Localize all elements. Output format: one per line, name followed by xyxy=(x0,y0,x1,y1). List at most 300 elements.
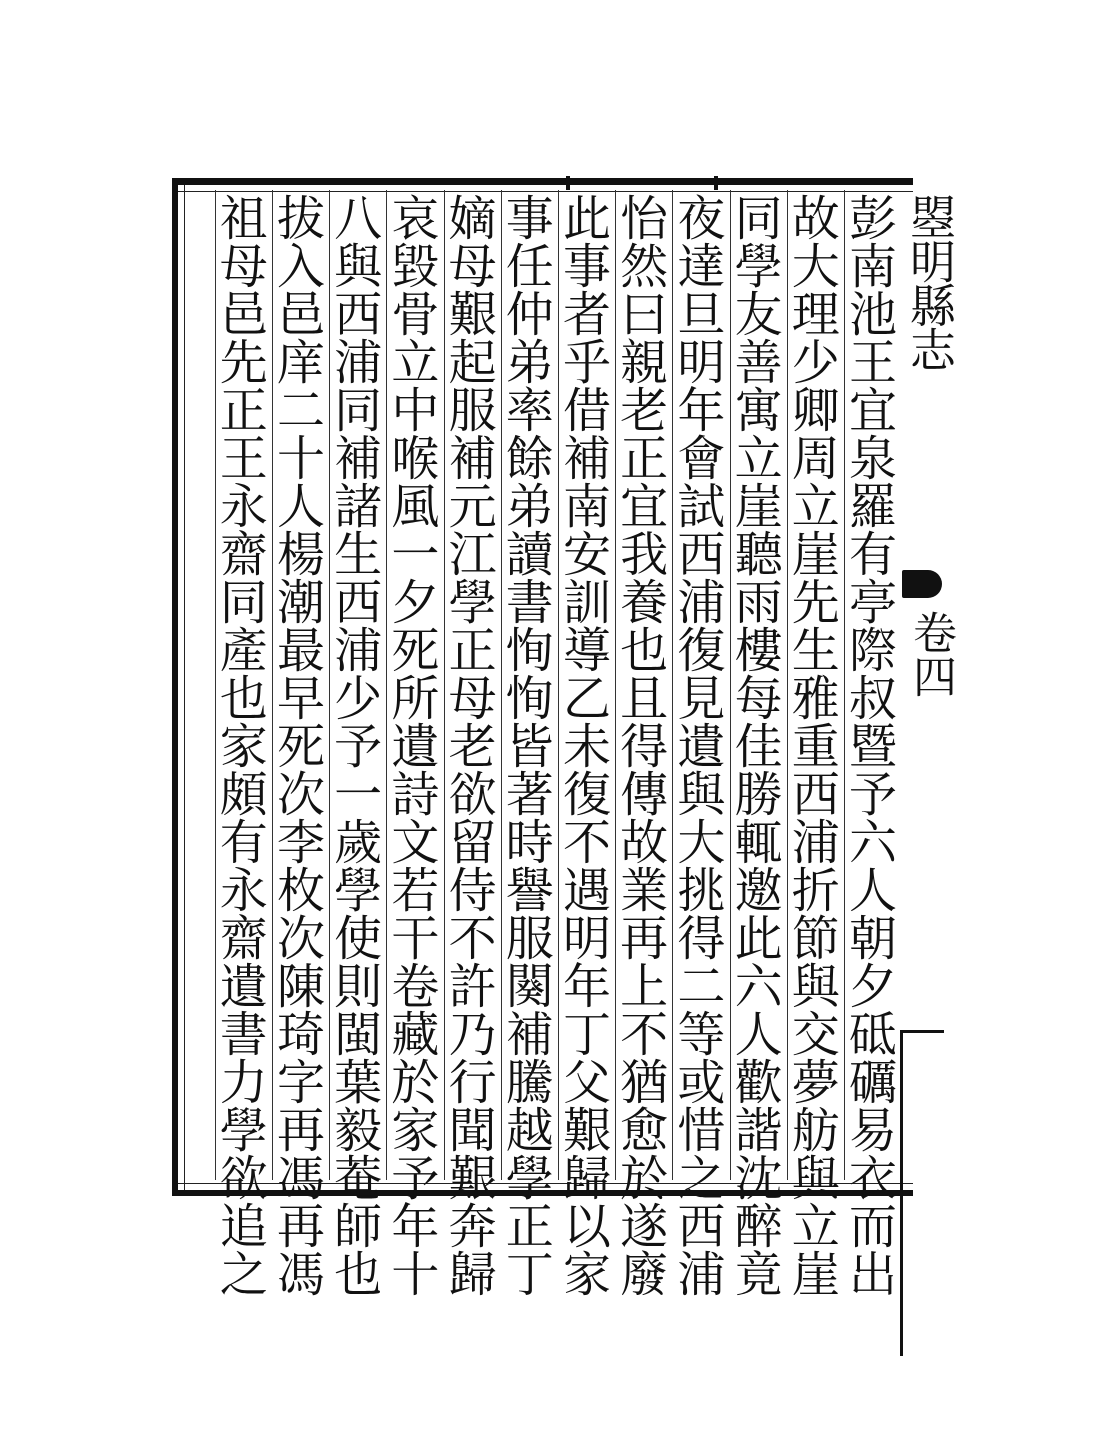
character: 業 xyxy=(620,863,669,919)
character: 砥 xyxy=(848,1007,897,1063)
character: 邀 xyxy=(734,863,783,919)
character: 借 xyxy=(562,383,611,439)
column-rule xyxy=(386,190,387,1180)
character: 善 xyxy=(734,335,783,391)
character: 聞 xyxy=(448,1103,497,1159)
character: 暨 xyxy=(848,719,897,775)
character: 親 xyxy=(620,335,669,391)
character: 闋 xyxy=(505,959,554,1015)
character: 宜 xyxy=(620,479,669,535)
character: 雨 xyxy=(734,575,783,631)
character: 予 xyxy=(391,1151,440,1207)
character: 葉 xyxy=(334,1055,383,1111)
character: 齋 xyxy=(219,911,268,967)
character: 馮 xyxy=(276,1151,325,1207)
character: 沈 xyxy=(734,1151,783,1207)
character: 衣 xyxy=(848,1151,897,1207)
character: 所 xyxy=(391,671,440,727)
character: 欲 xyxy=(219,1151,268,1207)
character: 李 xyxy=(276,815,325,871)
character: 老 xyxy=(448,719,497,775)
character: 礪 xyxy=(848,1055,897,1111)
character: 十 xyxy=(391,1247,440,1303)
character: 越 xyxy=(505,1103,554,1159)
character: 六 xyxy=(848,815,897,871)
character: 母 xyxy=(219,239,268,295)
character: 折 xyxy=(791,863,840,919)
text-column xyxy=(273,191,329,1303)
character: 有 xyxy=(219,815,268,871)
character: 侍 xyxy=(448,863,497,919)
character: 歸 xyxy=(448,1247,497,1303)
character: 事 xyxy=(505,191,554,247)
character: 少 xyxy=(334,671,383,727)
character: 行 xyxy=(448,1055,497,1111)
character: 傳 xyxy=(620,767,669,823)
character: 重 xyxy=(791,719,840,775)
character: 亭 xyxy=(848,575,897,631)
character: 拔 xyxy=(276,191,325,247)
character: 仲 xyxy=(505,287,554,343)
character: 哀 xyxy=(391,191,440,247)
column-rule xyxy=(787,190,788,1180)
character: 與 xyxy=(791,959,840,1015)
character: 大 xyxy=(677,815,726,871)
character: 得 xyxy=(677,911,726,967)
character: 南 xyxy=(562,479,611,535)
character: 丁 xyxy=(505,1247,554,1303)
character: 毀 xyxy=(391,239,440,295)
text-column xyxy=(387,191,443,1303)
character: 年 xyxy=(677,383,726,439)
column-rule xyxy=(501,190,502,1180)
character: 中 xyxy=(391,383,440,439)
character: 大 xyxy=(791,239,840,295)
character: 以 xyxy=(562,1199,611,1255)
character: 使 xyxy=(334,911,383,967)
character: 遂 xyxy=(620,1199,669,1255)
character: 事 xyxy=(562,239,611,295)
character: 浦 xyxy=(677,1247,726,1303)
character: 時 xyxy=(505,815,554,871)
character: 艱 xyxy=(448,1151,497,1207)
character: 雅 xyxy=(791,671,840,727)
margin-bracket xyxy=(900,1030,944,1356)
character: 二 xyxy=(677,959,726,1015)
character: 起 xyxy=(448,335,497,391)
character: 夕 xyxy=(391,575,440,631)
text-column xyxy=(616,191,672,1303)
column-rule xyxy=(444,190,445,1180)
character: 南 xyxy=(848,239,897,295)
column-rule xyxy=(215,190,216,1180)
character: 藏 xyxy=(391,1007,440,1063)
character: 最 xyxy=(276,623,325,679)
character: 王 xyxy=(219,431,268,487)
character: 入 xyxy=(276,239,325,295)
text-column xyxy=(330,191,386,1303)
character: 邑 xyxy=(276,287,325,343)
character: 學 xyxy=(334,863,383,919)
column-rule xyxy=(844,190,845,1180)
character: 弟 xyxy=(505,335,554,391)
character: 生 xyxy=(791,623,840,679)
character: 宜 xyxy=(848,383,897,439)
character: 者 xyxy=(562,287,611,343)
character: 王 xyxy=(848,335,897,391)
character: 骨 xyxy=(391,287,440,343)
character: 許 xyxy=(448,959,497,1015)
character: 卷 xyxy=(391,959,440,1015)
character: 與 xyxy=(334,239,383,295)
character: 也 xyxy=(219,671,268,727)
character: 恂 xyxy=(505,671,554,727)
character: 菴 xyxy=(334,1151,383,1207)
character: 歸 xyxy=(562,1151,611,1207)
character: 產 xyxy=(219,623,268,679)
character: 歲 xyxy=(334,815,383,871)
character: 節 xyxy=(791,911,840,967)
character: 夢 xyxy=(791,1055,840,1111)
character: 而 xyxy=(848,1199,897,1255)
character: 夜 xyxy=(677,191,726,247)
character: 父 xyxy=(562,1055,611,1111)
character: 人 xyxy=(734,1007,783,1063)
character: 潮 xyxy=(276,575,325,631)
character: 導 xyxy=(562,623,611,679)
character: 同 xyxy=(334,383,383,439)
character: 惜 xyxy=(677,1103,726,1159)
column-rule xyxy=(730,190,731,1180)
character: 立 xyxy=(791,1199,840,1255)
character: 樓 xyxy=(734,623,783,679)
character: 二 xyxy=(276,383,325,439)
fish-tail-mark xyxy=(902,570,942,598)
character: 立 xyxy=(391,335,440,391)
character: 友 xyxy=(734,287,783,343)
character: 歡 xyxy=(734,1055,783,1111)
character: 書 xyxy=(219,1007,268,1063)
character: 年 xyxy=(562,959,611,1015)
column-rule xyxy=(329,190,330,1180)
character: 於 xyxy=(620,1151,669,1207)
character: 浦 xyxy=(334,623,383,679)
character: 浦 xyxy=(334,335,383,391)
character: 復 xyxy=(677,623,726,679)
character: 正 xyxy=(505,1199,554,1255)
character: 崖 xyxy=(791,1247,840,1303)
character: 且 xyxy=(620,671,669,727)
character: 不 xyxy=(620,1007,669,1063)
character: 猶 xyxy=(620,1055,669,1111)
character: 老 xyxy=(620,383,669,439)
character: 永 xyxy=(219,863,268,919)
character: 讀 xyxy=(505,527,554,583)
character: 則 xyxy=(334,959,383,1015)
character: 奔 xyxy=(448,1199,497,1255)
character: 此 xyxy=(734,911,783,967)
character: 一 xyxy=(334,767,383,823)
character: 此 xyxy=(562,191,611,247)
character: 一 xyxy=(391,527,440,583)
margin-strip xyxy=(900,178,960,1198)
text-column xyxy=(559,191,615,1303)
character: 西 xyxy=(334,575,383,631)
character: 故 xyxy=(791,191,840,247)
character: 追 xyxy=(219,1199,268,1255)
character: 我 xyxy=(620,527,669,583)
character: 祖 xyxy=(219,191,268,247)
character: 與 xyxy=(677,767,726,823)
character: 羅 xyxy=(848,479,897,535)
character: 毅 xyxy=(334,1103,383,1159)
character: 等 xyxy=(677,1007,726,1063)
character: 譽 xyxy=(505,863,554,919)
character: 次 xyxy=(276,911,325,967)
character: 書 xyxy=(505,575,554,631)
character: 遺 xyxy=(219,959,268,1015)
character: 枚 xyxy=(276,863,325,919)
character: 邑 xyxy=(219,287,268,343)
character: 恂 xyxy=(505,623,554,679)
text-column xyxy=(502,191,558,1303)
column-rule xyxy=(672,190,673,1180)
character: 池 xyxy=(848,287,897,343)
character: 寓 xyxy=(734,383,783,439)
character: 於 xyxy=(391,1055,440,1111)
character: 文 xyxy=(391,815,440,871)
character: 十 xyxy=(276,431,325,487)
character: 西 xyxy=(677,527,726,583)
character: 干 xyxy=(391,911,440,967)
character: 先 xyxy=(219,335,268,391)
character: 周 xyxy=(791,431,840,487)
character: 也 xyxy=(620,623,669,679)
character: 餘 xyxy=(505,431,554,487)
character: 遇 xyxy=(562,863,611,919)
character: 學 xyxy=(448,575,497,631)
character: 理 xyxy=(791,287,840,343)
character: 次 xyxy=(276,767,325,823)
character: 師 xyxy=(334,1199,383,1255)
character: 與 xyxy=(791,1151,840,1207)
character: 馮 xyxy=(276,1247,325,1303)
character: 早 xyxy=(276,671,325,727)
character: 明 xyxy=(677,335,726,391)
character: 騰 xyxy=(505,1055,554,1111)
character: 浦 xyxy=(677,575,726,631)
character: 泉 xyxy=(848,431,897,487)
character: 勝 xyxy=(734,767,783,823)
character: 試 xyxy=(677,479,726,535)
character: 不 xyxy=(448,911,497,967)
character: 或 xyxy=(677,1055,726,1111)
character: 家 xyxy=(219,719,268,775)
column-rule xyxy=(272,190,273,1180)
character: 出 xyxy=(848,1247,897,1303)
character: 佳 xyxy=(734,719,783,775)
character: 正 xyxy=(219,383,268,439)
character: 先 xyxy=(791,575,840,631)
character: 卿 xyxy=(791,383,840,439)
character: 力 xyxy=(219,1055,268,1111)
character: 學 xyxy=(734,239,783,295)
character: 同 xyxy=(219,575,268,631)
character: 少 xyxy=(791,335,840,391)
character: 欲 xyxy=(448,767,497,823)
character: 再 xyxy=(276,1103,325,1159)
character: 予 xyxy=(334,719,383,775)
character: 愈 xyxy=(620,1103,669,1159)
character: 養 xyxy=(620,575,669,631)
margin-title: 曌明縣志 xyxy=(903,194,957,370)
character: 訓 xyxy=(562,575,611,631)
character: 死 xyxy=(391,623,440,679)
character: 齋 xyxy=(219,527,268,583)
character: 崖 xyxy=(734,479,783,535)
volume-label: 卷四 xyxy=(905,610,956,698)
character: 明 xyxy=(562,911,611,967)
character: 故 xyxy=(620,815,669,871)
character: 家 xyxy=(391,1103,440,1159)
character: 死 xyxy=(276,719,325,775)
character: 嫡 xyxy=(448,191,497,247)
character: 任 xyxy=(505,239,554,295)
character: 浦 xyxy=(791,815,840,871)
character: 挑 xyxy=(677,863,726,919)
character: 旦 xyxy=(677,287,726,343)
character: 每 xyxy=(734,671,783,727)
text-column xyxy=(673,191,729,1303)
character: 家 xyxy=(562,1247,611,1303)
character: 補 xyxy=(562,431,611,487)
character: 喉 xyxy=(391,431,440,487)
character: 達 xyxy=(677,239,726,295)
character: 正 xyxy=(448,623,497,679)
character: 見 xyxy=(677,671,726,727)
character: 未 xyxy=(562,719,611,775)
character: 率 xyxy=(505,383,554,439)
character: 補 xyxy=(505,1007,554,1063)
character: 學 xyxy=(219,1103,268,1159)
character: 閩 xyxy=(334,1007,383,1063)
character: 人 xyxy=(848,863,897,919)
character: 遺 xyxy=(677,719,726,775)
character: 際 xyxy=(848,623,897,679)
character: 若 xyxy=(391,863,440,919)
character: 舫 xyxy=(791,1103,840,1159)
character: 六 xyxy=(734,959,783,1015)
text-column xyxy=(788,191,844,1303)
character: 永 xyxy=(219,479,268,535)
character: 母 xyxy=(448,671,497,727)
character: 曰 xyxy=(620,287,669,343)
column-rule xyxy=(558,190,559,1180)
character: 諸 xyxy=(334,479,383,535)
character: 詩 xyxy=(391,767,440,823)
character: 再 xyxy=(620,911,669,967)
character: 生 xyxy=(334,527,383,583)
text-column xyxy=(845,191,901,1303)
character: 服 xyxy=(448,383,497,439)
character: 怡 xyxy=(620,191,669,247)
character: 補 xyxy=(448,431,497,487)
character: 然 xyxy=(620,239,669,295)
character: 不 xyxy=(562,815,611,871)
character: 學 xyxy=(505,1151,554,1207)
character: 留 xyxy=(448,815,497,871)
character: 服 xyxy=(505,911,554,967)
character: 諧 xyxy=(734,1103,783,1159)
character: 遺 xyxy=(391,719,440,775)
character: 得 xyxy=(620,719,669,775)
character: 楊 xyxy=(276,527,325,583)
character: 人 xyxy=(276,479,325,535)
character: 同 xyxy=(734,191,783,247)
text-column xyxy=(731,191,787,1303)
character: 年 xyxy=(391,1199,440,1255)
character: 艱 xyxy=(562,1103,611,1159)
character: 夕 xyxy=(848,959,897,1015)
character: 之 xyxy=(677,1151,726,1207)
character: 陳 xyxy=(276,959,325,1015)
column-rule xyxy=(615,190,616,1180)
character: 有 xyxy=(848,527,897,583)
character: 丁 xyxy=(562,1007,611,1063)
character: 字 xyxy=(276,1055,325,1111)
character: 叔 xyxy=(848,671,897,727)
character: 之 xyxy=(219,1247,268,1303)
character: 彭 xyxy=(848,191,897,247)
character: 立 xyxy=(791,479,840,535)
character: 輒 xyxy=(734,815,783,871)
text-column xyxy=(216,191,272,1303)
character: 廢 xyxy=(620,1247,669,1303)
character: 西 xyxy=(677,1199,726,1255)
character: 艱 xyxy=(448,287,497,343)
character: 乙 xyxy=(562,671,611,727)
character: 立 xyxy=(734,431,783,487)
character: 皆 xyxy=(505,719,554,775)
frame-inner-left-rule xyxy=(184,185,185,1190)
character: 乎 xyxy=(562,335,611,391)
character: 醉 xyxy=(734,1199,783,1255)
character: 琦 xyxy=(276,1007,325,1063)
character: 江 xyxy=(448,527,497,583)
character: 也 xyxy=(334,1247,383,1303)
text-column xyxy=(445,191,501,1303)
frame-notch xyxy=(566,176,570,190)
character: 易 xyxy=(848,1103,897,1159)
character: 復 xyxy=(562,767,611,823)
character: 母 xyxy=(448,239,497,295)
character: 正 xyxy=(620,431,669,487)
character: 會 xyxy=(677,431,726,487)
character: 風 xyxy=(391,479,440,535)
character: 西 xyxy=(791,767,840,823)
frame-notch xyxy=(714,176,718,190)
character: 再 xyxy=(276,1199,325,1255)
character: 弟 xyxy=(505,479,554,535)
character: 西 xyxy=(334,287,383,343)
character: 竟 xyxy=(734,1247,783,1303)
character: 聽 xyxy=(734,527,783,583)
character: 朝 xyxy=(848,911,897,967)
character: 交 xyxy=(791,1007,840,1063)
character: 乃 xyxy=(448,1007,497,1063)
character: 頗 xyxy=(219,767,268,823)
character: 庠 xyxy=(276,335,325,391)
